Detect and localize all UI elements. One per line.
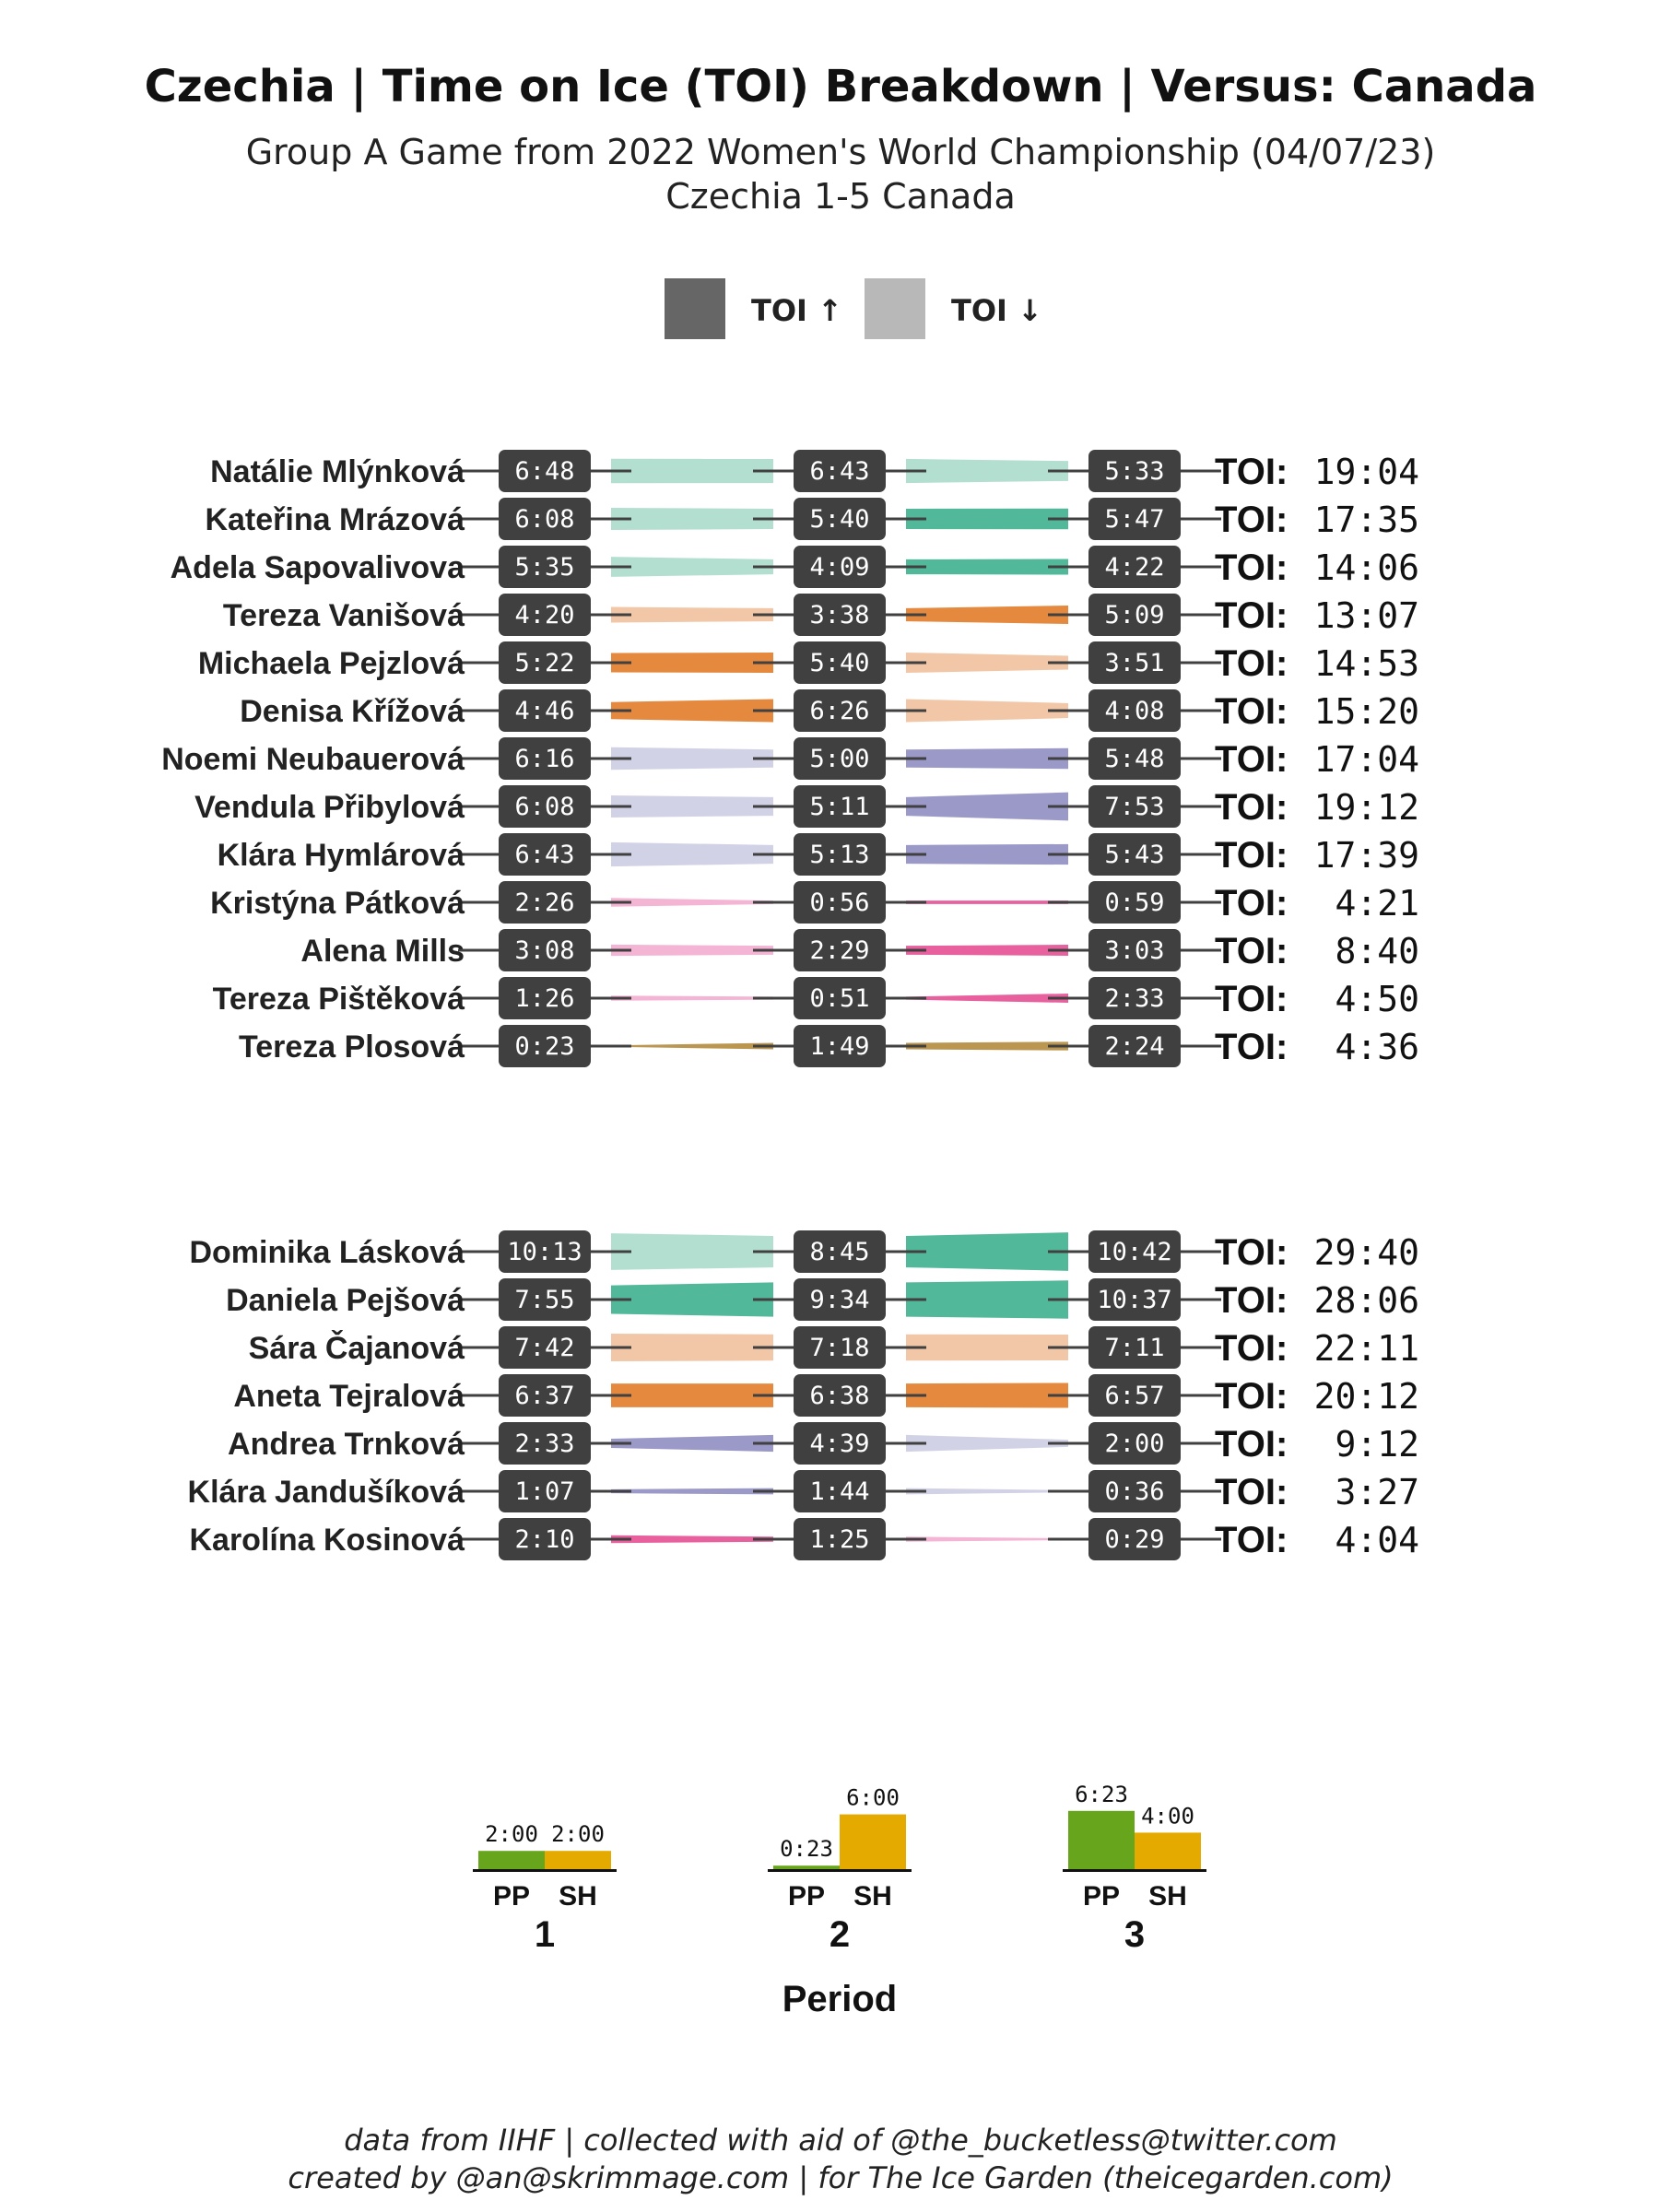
toi-total-sara-cajanova: 22:11 bbox=[1313, 1328, 1419, 1369]
box-value-tereza-pistekova-p1: 1:26 bbox=[514, 984, 575, 1013]
band-tereza-plosova-p1-p2 bbox=[611, 1042, 773, 1049]
band-andrea-trnkova-p2-p3 bbox=[906, 1435, 1068, 1452]
band-denisa-krizova-p2-p3 bbox=[906, 699, 1068, 722]
bar-category-sh-period-3: SH bbox=[1148, 1881, 1187, 1912]
toi-label-tereza-vanisova: TOI: bbox=[1215, 595, 1288, 636]
box-value-andrea-trnkova-p1: 2:33 bbox=[514, 1430, 575, 1458]
box-value-denisa-krizova-p3: 4:08 bbox=[1104, 697, 1165, 725]
toi-total-denisa-krizova: 15:20 bbox=[1313, 691, 1419, 732]
bar-value-sh-period-1: 2:00 bbox=[551, 1821, 605, 1848]
box-value-natalie-mlynkova-p1: 6:48 bbox=[514, 457, 575, 486]
player-name-tereza-pistekova: Tereza Pištěková bbox=[212, 982, 465, 1017]
band-natalie-mlynkova-p1-p2 bbox=[611, 459, 773, 484]
toi-total-klara-hymlarova: 17:39 bbox=[1313, 835, 1419, 876]
player-name-dominika-laskova: Dominika Lásková bbox=[189, 1235, 465, 1270]
box-value-aneta-tejralova-p3: 6:57 bbox=[1104, 1382, 1165, 1410]
toi-total-tereza-pistekova: 4:50 bbox=[1335, 979, 1419, 1019]
toi-label-tereza-plosova: TOI: bbox=[1215, 1027, 1288, 1067]
toi-total-alena-mills: 8:40 bbox=[1335, 931, 1419, 971]
band-aneta-tejralova-p1-p2 bbox=[611, 1383, 773, 1407]
band-klara-hymlarova-p1-p2 bbox=[611, 842, 773, 866]
toi-label-andrea-trnkova: TOI: bbox=[1215, 1424, 1288, 1465]
bump-chart bbox=[161, 450, 1419, 1560]
toi-label-aneta-tejralova: TOI: bbox=[1215, 1376, 1288, 1417]
band-vendula-pribylova-p2-p3 bbox=[906, 793, 1068, 821]
box-value-natalie-mlynkova-p3: 5:33 bbox=[1104, 457, 1165, 486]
player-name-noemi-neubauerova: Noemi Neubauerová bbox=[161, 742, 465, 777]
box-value-noemi-neubauerova-p3: 5:48 bbox=[1104, 745, 1165, 773]
toi-total-natalie-mlynkova: 19:04 bbox=[1313, 452, 1419, 492]
bar-sh-period-3 bbox=[1135, 1832, 1201, 1869]
band-kristyna-patkova-p2-p3 bbox=[906, 900, 1068, 904]
band-karolina-kosinova-p1-p2 bbox=[611, 1535, 773, 1543]
band-adela-sapovalivova-p2-p3 bbox=[906, 559, 1068, 574]
player-name-denisa-krizova: Denisa Křížová bbox=[240, 694, 465, 729]
box-value-tereza-pistekova-p2: 0:51 bbox=[809, 984, 870, 1013]
band-daniela-pejsova-p2-p3 bbox=[906, 1280, 1068, 1318]
toi-total-tereza-vanisova: 13:07 bbox=[1313, 595, 1419, 636]
band-aneta-tejralova-p2-p3 bbox=[906, 1382, 1068, 1407]
bar-sh-period-1 bbox=[545, 1851, 611, 1869]
box-value-kristyna-patkova-p1: 2:26 bbox=[514, 888, 575, 917]
box-value-andrea-trnkova-p3: 2:00 bbox=[1104, 1430, 1165, 1458]
box-value-michaela-pejzlova-p1: 5:22 bbox=[514, 649, 575, 677]
box-value-alena-mills-p3: 3:03 bbox=[1104, 936, 1165, 965]
box-value-adela-sapovalivova-p3: 4:22 bbox=[1104, 553, 1165, 582]
box-value-kristyna-patkova-p3: 0:59 bbox=[1104, 888, 1165, 917]
player-name-tereza-plosova: Tereza Plosová bbox=[238, 1030, 465, 1065]
player-name-sara-cajanova: Sára Čajanová bbox=[248, 1331, 465, 1366]
box-value-tereza-vanisova-p2: 3:38 bbox=[809, 601, 870, 629]
band-dominika-laskova-p1-p2 bbox=[611, 1233, 773, 1270]
band-sara-cajanova-p1-p2 bbox=[611, 1334, 773, 1361]
band-denisa-krizova-p1-p2 bbox=[611, 699, 773, 722]
box-value-katerina-mrazova-p2: 5:40 bbox=[809, 505, 870, 534]
toi-label-sara-cajanova: TOI: bbox=[1215, 1328, 1288, 1369]
player-name-michaela-pejzlova: Michaela Pejzlová bbox=[197, 646, 465, 681]
box-value-michaela-pejzlova-p3: 3:51 bbox=[1104, 649, 1165, 677]
box-value-karolina-kosinova-p3: 0:29 bbox=[1104, 1525, 1165, 1554]
box-value-adela-sapovalivova-p2: 4:09 bbox=[809, 553, 870, 582]
band-dominika-laskova-p2-p3 bbox=[906, 1232, 1068, 1271]
band-tereza-plosova-p2-p3 bbox=[906, 1041, 1068, 1050]
bar-sh-period-2 bbox=[840, 1815, 906, 1869]
band-noemi-neubauerova-p1-p2 bbox=[611, 747, 773, 770]
toi-boxes bbox=[458, 450, 1221, 1560]
bar-chart-period-3 bbox=[1063, 1782, 1206, 1912]
bar-category-pp-period-2: PP bbox=[787, 1881, 826, 1912]
box-value-klara-hymlarova-p1: 6:43 bbox=[514, 841, 575, 869]
bar-value-sh-period-3: 4:00 bbox=[1141, 1803, 1194, 1830]
box-value-vendula-pribylova-p1: 6:08 bbox=[514, 793, 575, 821]
band-klara-jandusikova-p2-p3 bbox=[906, 1488, 1068, 1495]
bar-category-sh-period-2: SH bbox=[853, 1881, 892, 1912]
bar-category-pp-period-3: PP bbox=[1082, 1881, 1121, 1912]
box-value-sara-cajanova-p2: 7:18 bbox=[809, 1334, 870, 1362]
toi-total-katerina-mrazova: 17:35 bbox=[1313, 500, 1419, 540]
player-name-vendula-pribylova: Vendula Přibylová bbox=[194, 790, 465, 825]
band-vendula-pribylova-p1-p2 bbox=[611, 795, 773, 818]
box-value-andrea-trnkova-p2: 4:39 bbox=[809, 1430, 870, 1458]
chart-title: Czechia | Time on Ice (TOI) Breakdown | Versus: Canada bbox=[144, 61, 1537, 112]
player-name-aneta-tejralova: Aneta Tejralová bbox=[233, 1379, 465, 1414]
box-value-klara-jandusikova-p1: 1:07 bbox=[514, 1477, 575, 1506]
box-value-daniela-pejsova-p2: 9:34 bbox=[809, 1286, 870, 1314]
player-name-adela-sapovalivova: Adela Sapovalivova bbox=[170, 550, 465, 585]
toi-total-daniela-pejsova: 28:06 bbox=[1313, 1280, 1419, 1321]
band-klara-jandusikova-p1-p2 bbox=[611, 1488, 773, 1495]
band-katerina-mrazova-p1-p2 bbox=[611, 508, 773, 530]
toi-label-klara-hymlarova: TOI: bbox=[1215, 835, 1288, 876]
bar-baseline-period-2 bbox=[768, 1869, 912, 1872]
player-name-andrea-trnkova: Andrea Trnková bbox=[228, 1427, 465, 1462]
box-value-denisa-krizova-p1: 4:46 bbox=[514, 697, 575, 725]
bar-value-pp-period-1: 2:00 bbox=[485, 1821, 538, 1848]
box-value-tereza-vanisova-p3: 5:09 bbox=[1104, 601, 1165, 629]
period-label-3: 3 bbox=[1124, 1914, 1146, 1955]
band-kristyna-patkova-p1-p2 bbox=[611, 898, 773, 906]
box-value-tereza-plosova-p2: 1:49 bbox=[809, 1032, 870, 1061]
box-value-klara-jandusikova-p2: 1:44 bbox=[809, 1477, 870, 1506]
bar-chart-period-1 bbox=[473, 1821, 617, 1912]
period-label-2: 2 bbox=[829, 1914, 851, 1955]
box-value-alena-mills-p1: 3:08 bbox=[514, 936, 575, 965]
toi-total-karolina-kosinova: 4:04 bbox=[1335, 1520, 1419, 1560]
legend-swatch-down bbox=[865, 278, 925, 339]
box-value-sara-cajanova-p1: 7:42 bbox=[514, 1334, 575, 1362]
bar-category-pp-period-1: PP bbox=[492, 1881, 531, 1912]
toi-total-noemi-neubauerova: 17:04 bbox=[1313, 739, 1419, 780]
band-andrea-trnkova-p1-p2 bbox=[611, 1435, 773, 1452]
toi-label-klara-jandusikova: TOI: bbox=[1215, 1472, 1288, 1512]
box-value-tereza-pistekova-p3: 2:33 bbox=[1104, 984, 1165, 1013]
player-name-daniela-pejsova: Daniela Pejšová bbox=[226, 1283, 465, 1318]
box-value-klara-hymlarova-p2: 5:13 bbox=[809, 841, 870, 869]
toi-label-dominika-laskova: TOI: bbox=[1215, 1232, 1288, 1273]
chart-subtitle: Group A Game from 2022 Women's World Championship (04/07/23) bbox=[245, 132, 1436, 172]
toi-label-noemi-neubauerova: TOI: bbox=[1215, 739, 1288, 780]
band-noemi-neubauerova-p2-p3 bbox=[906, 748, 1068, 770]
box-value-tereza-plosova-p3: 2:24 bbox=[1104, 1032, 1165, 1061]
player-name-alena-mills: Alena Mills bbox=[300, 934, 465, 969]
box-value-katerina-mrazova-p1: 6:08 bbox=[514, 505, 575, 534]
toi-label-tereza-pistekova: TOI: bbox=[1215, 979, 1288, 1019]
legend-label-down: TOI ↓ bbox=[951, 293, 1042, 328]
box-value-noemi-neubauerova-p1: 6:16 bbox=[514, 745, 575, 773]
player-name-natalie-mlynkova: Natálie Mlýnková bbox=[210, 454, 465, 489]
toi-total-dominika-laskova: 29:40 bbox=[1313, 1232, 1419, 1273]
band-michaela-pejzlova-p2-p3 bbox=[906, 653, 1068, 673]
band-tereza-pistekova-p1-p2 bbox=[611, 995, 773, 1001]
period-label-1: 1 bbox=[534, 1914, 556, 1955]
box-value-kristyna-patkova-p2: 0:56 bbox=[809, 888, 870, 917]
band-natalie-mlynkova-p2-p3 bbox=[906, 459, 1068, 483]
toi-label-michaela-pejzlova: TOI: bbox=[1215, 643, 1288, 684]
toi-total-tereza-plosova: 4:36 bbox=[1335, 1027, 1419, 1067]
pp-sh-bar-charts bbox=[473, 1782, 1206, 1912]
player-name-klara-hymlarova: Klára Hymlárová bbox=[217, 838, 465, 873]
toi-total-klara-jandusikova: 3:27 bbox=[1335, 1472, 1419, 1512]
toi-total-vendula-pribylova: 19:12 bbox=[1313, 787, 1419, 828]
box-value-noemi-neubauerova-p2: 5:00 bbox=[809, 745, 870, 773]
box-value-karolina-kosinova-p1: 2:10 bbox=[514, 1525, 575, 1554]
bar-baseline-period-3 bbox=[1063, 1869, 1206, 1872]
toi-total-andrea-trnkova: 9:12 bbox=[1335, 1424, 1419, 1465]
toi-label-alena-mills: TOI: bbox=[1215, 931, 1288, 971]
band-klara-hymlarova-p2-p3 bbox=[906, 844, 1068, 865]
band-michaela-pejzlova-p1-p2 bbox=[611, 653, 773, 673]
toi-label-daniela-pejsova: TOI: bbox=[1215, 1280, 1288, 1321]
box-value-vendula-pribylova-p2: 5:11 bbox=[809, 793, 870, 821]
box-value-daniela-pejsova-p1: 7:55 bbox=[514, 1286, 575, 1314]
footer-credit: created by @an@skrimmage.com | for The Ice Garden (theicegarden.com) bbox=[288, 2160, 1394, 2195]
legend-swatch-up bbox=[665, 278, 725, 339]
toi-label-natalie-mlynkova: TOI: bbox=[1215, 452, 1288, 492]
band-daniela-pejsova-p1-p2 bbox=[611, 1282, 773, 1316]
box-value-aneta-tejralova-p1: 6:37 bbox=[514, 1382, 575, 1410]
player-name-kristyna-patkova: Kristýna Pátková bbox=[210, 886, 465, 921]
band-katerina-mrazova-p2-p3 bbox=[906, 509, 1068, 530]
toi-label-vendula-pribylova: TOI: bbox=[1215, 787, 1288, 828]
box-value-daniela-pejsova-p3: 10:37 bbox=[1097, 1286, 1172, 1314]
band-alena-mills-p2-p3 bbox=[906, 945, 1068, 956]
player-name-katerina-mrazova: Kateřina Mrázová bbox=[205, 502, 465, 537]
toi-total-kristyna-patkova: 4:21 bbox=[1335, 883, 1419, 924]
box-value-tereza-plosova-p1: 0:23 bbox=[514, 1032, 575, 1061]
toi-label-denisa-krizova: TOI: bbox=[1215, 691, 1288, 732]
box-value-vendula-pribylova-p3: 7:53 bbox=[1104, 793, 1165, 821]
legend-label-up: TOI ↑ bbox=[751, 293, 842, 328]
toi-label-kristyna-patkova: TOI: bbox=[1215, 883, 1288, 924]
player-name-klara-jandusikova: Klára Jandušíková bbox=[187, 1475, 465, 1510]
band-tereza-vanisova-p2-p3 bbox=[906, 606, 1068, 624]
toi-label-adela-sapovalivova: TOI: bbox=[1215, 547, 1288, 588]
bar-value-pp-period-2: 0:23 bbox=[780, 1836, 833, 1863]
x-axis-title: Period bbox=[782, 1979, 898, 2019]
toi-total-aneta-tejralova: 20:12 bbox=[1313, 1376, 1419, 1417]
box-value-dominika-laskova-p1: 10:13 bbox=[507, 1238, 582, 1266]
box-value-aneta-tejralova-p2: 6:38 bbox=[809, 1382, 870, 1410]
toi-label-karolina-kosinova: TOI: bbox=[1215, 1520, 1288, 1560]
bar-pp-period-3 bbox=[1068, 1811, 1135, 1869]
bar-value-sh-period-2: 6:00 bbox=[846, 1784, 900, 1811]
band-tereza-vanisova-p1-p2 bbox=[611, 607, 773, 623]
band-adela-sapovalivova-p1-p2 bbox=[611, 557, 773, 577]
band-alena-mills-p1-p2 bbox=[611, 945, 773, 956]
box-value-karolina-kosinova-p2: 1:25 bbox=[809, 1525, 870, 1554]
bar-pp-period-1 bbox=[478, 1851, 545, 1869]
box-value-klara-hymlarova-p3: 5:43 bbox=[1104, 841, 1165, 869]
legend bbox=[665, 278, 1042, 339]
box-value-denisa-krizova-p2: 6:26 bbox=[809, 697, 870, 725]
bar-baseline-period-1 bbox=[473, 1869, 617, 1872]
band-sara-cajanova-p2-p3 bbox=[906, 1335, 1068, 1360]
player-name-tereza-vanisova: Tereza Vanišová bbox=[222, 598, 465, 633]
bar-value-pp-period-3: 6:23 bbox=[1075, 1781, 1128, 1807]
box-value-sara-cajanova-p3: 7:11 bbox=[1104, 1334, 1165, 1362]
box-value-dominika-laskova-p2: 8:45 bbox=[809, 1238, 870, 1266]
box-value-tereza-vanisova-p1: 4:20 bbox=[514, 601, 575, 629]
toi-total-michaela-pejzlova: 14:53 bbox=[1313, 643, 1419, 684]
toi-label-katerina-mrazova: TOI: bbox=[1215, 500, 1288, 540]
bar-category-sh-period-1: SH bbox=[559, 1881, 597, 1912]
box-value-michaela-pejzlova-p2: 5:40 bbox=[809, 649, 870, 677]
toi-total-adela-sapovalivova: 14:06 bbox=[1313, 547, 1419, 588]
chart-score: Czechia 1-5 Canada bbox=[665, 176, 1016, 217]
box-value-klara-jandusikova-p3: 0:36 bbox=[1104, 1477, 1165, 1506]
box-value-dominika-laskova-p3: 10:42 bbox=[1097, 1238, 1172, 1266]
box-value-adela-sapovalivova-p1: 5:35 bbox=[514, 553, 575, 582]
bar-pp-period-2 bbox=[773, 1865, 840, 1869]
footer-source: data from IIHF | collected with aid of @the_bucketless@twitter.com bbox=[344, 2123, 1337, 2158]
band-karolina-kosinova-p2-p3 bbox=[906, 1536, 1068, 1542]
player-name-karolina-kosinova: Karolína Kosinová bbox=[189, 1523, 465, 1558]
bar-chart-period-2 bbox=[768, 1785, 912, 1912]
box-value-alena-mills-p2: 2:29 bbox=[809, 936, 870, 965]
box-value-natalie-mlynkova-p2: 6:43 bbox=[809, 457, 870, 486]
band-tereza-pistekova-p2-p3 bbox=[906, 994, 1068, 1003]
box-value-katerina-mrazova-p3: 5:47 bbox=[1104, 505, 1165, 534]
